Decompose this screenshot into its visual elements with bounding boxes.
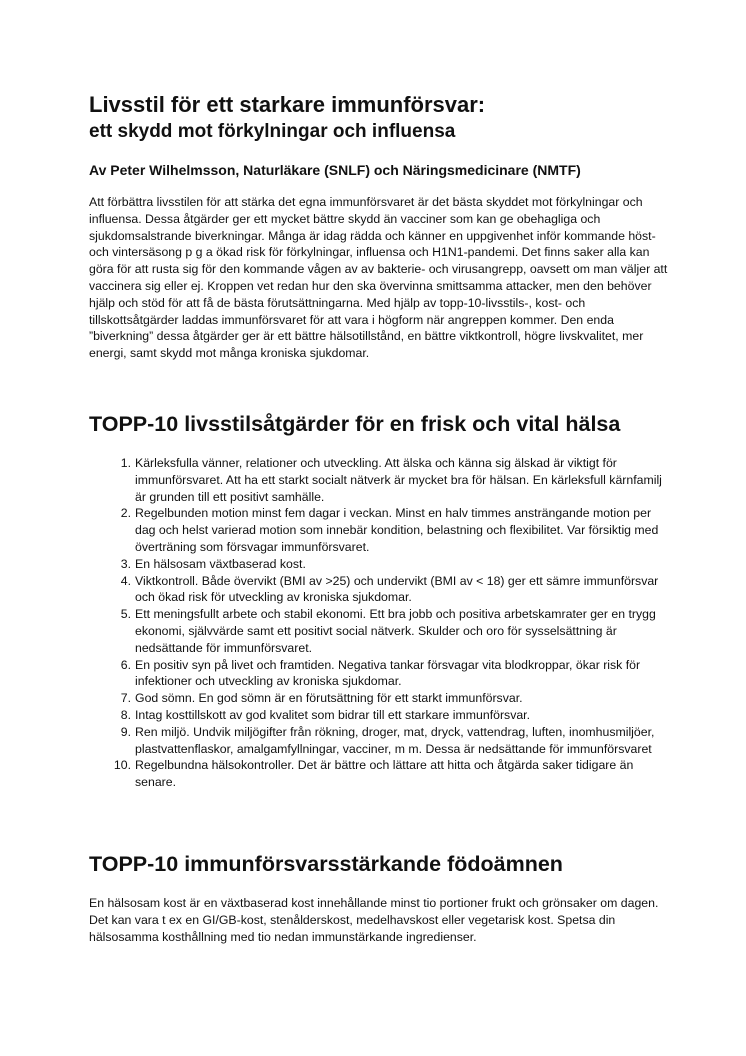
list-item — [89, 757, 669, 791]
list-item-text: Ett meningsfullt arbete och stabil ekonomi. Ett bra jobb och positiva arbetskamrater ger en trygg ekonomi, självvärde samt ett positivt social nätverk. Skulder och oro för sysselsättning är nedsättande för immunförsvaret. — [135, 607, 656, 655]
list-item-text: En positiv syn på livet och framtiden. Negativa tankar försvagar vita blodkroppar, ökar risk för infektioner och utveckling av kroniska sjukdomar. — [135, 657, 641, 689]
intro-paragraph: Att förbättra livsstilen för att stärka det egna immunförsvaret är det bästa skyddet mot förkylningar och influensa. Dessa åtgärder ger ett mycket bättre skydd än vacciner som kan ge obehagliga och sjukdomsalstrande biverkningar. Många är idag rädda och känner en uppgivenhet inför kommande höst- och vintersäsong p g a ökad risk för förkylningar, influensa och H1N1-pandemi. Det finns saker alla kan göra för att rusta sig för den kommande vågen av av bakterie- och virusangrepp, oavsett om man väljer att vaccinera sig eller ej. Kroppen vet redan hur den ska övervinna smittsamma attacker, men den behöver hjälp och stöd för att få de bästa förutsättningarna. Med hjälp av topp-10-livsstils-, kost- och tillskottsåtgärder laddas immunförsvaret för att vara i högform när angreppen kommer. Den enda ”biverkning” dessa åtgärder ger är ett bättre hälsotillstånd, en bättre viktkontroll, högre livskvalitet, mer energi, samt skydd mot många kroniska sjukdomar. — [89, 195, 668, 361]
foods-paragraph: En hälsosam kost är en växtbaserad kost innehållande minst tio portioner frukt och grönsaker om dagen. Det kan vara t ex en GI/GB-kost, stenålderskost, medelhavskost eller vegetarisk kost. Spetsa din hälsosamma kosthållning med tio nedan immunstärkande ingredienser. — [89, 896, 659, 944]
list-item-text: Regelbundna hälsokontroller. Det är bättre och lättare att hitta och åtgärda saker tidigare än senare. — [135, 758, 634, 790]
list-item — [89, 556, 669, 573]
list-item-number: 2. — [120, 506, 131, 521]
list-item-number: 1. — [120, 456, 131, 470]
list-item-number: 10. — [113, 758, 131, 773]
list-item-text: Kärleksfulla vänner, relationer och utveckling. Att älska och känna sig älskad är viktigt för immunförsvaret. Att ha ett starkt socialt nätverk är mycket bra för hälsan. En kärleksfull kärnfamilj är grunden till ett positivt samhälle. — [135, 456, 662, 504]
list-item-number: 5. — [120, 607, 131, 622]
lifestyle-list — [89, 455, 669, 791]
list-item-text: Viktkontroll. Både övervikt (BMI av >25) och undervikt (BMI av < 18) ger ett sämre immunförsvar och ökad risk för utveckling av kroniska sjukdomar. — [135, 573, 659, 605]
section-heading-lifestyle: TOPP-10 livsstilsåtgärder för en frisk och vital hälsa — [89, 412, 621, 436]
list-item — [89, 690, 669, 707]
list-item-number: 9. — [120, 724, 131, 739]
document-title: Livsstil för ett starkare immunförsvar: — [89, 92, 486, 117]
list-item-text: Regelbunden motion minst fem dagar i veckan. Minst en halv timmes ansträngande motion per dag och helst varierad motion som innebär kondition, belastning och flexibilitet. Var försiktig med överträning som försvagar immunförsvaret. — [135, 506, 659, 554]
list-item — [89, 707, 669, 724]
list-item-text: En hälsosam växtbaserad kost. — [135, 556, 306, 571]
list-item-number: 6. — [120, 657, 131, 672]
author-byline: Av Peter Wilhelmsson, Naturläkare (SNLF) och Näringsmedicinare (NMTF) — [89, 162, 581, 178]
list-item — [89, 657, 669, 691]
list-item — [89, 724, 669, 758]
list-item-number: 3. — [120, 556, 131, 571]
list-item-text: Intag kosttillskott av god kvalitet som bidrar till ett starkare immunförsvar. — [135, 707, 531, 722]
list-item — [89, 505, 669, 555]
list-item-text: God sömn. En god sömn är en förutsättning för ett starkt immunförsvar. — [135, 691, 523, 706]
document-subtitle: ett skydd mot förkylningar och influensa — [89, 121, 456, 142]
list-item — [89, 606, 669, 656]
list-item — [89, 455, 669, 505]
list-item — [89, 573, 669, 607]
list-item-number: 8. — [120, 707, 131, 722]
list-item-number: 7. — [120, 691, 131, 706]
list-item-text: Ren miljö. Undvik miljögifter från rökning, droger, mat, dryck, vattendrag, luften, inomhusmiljöer, plastvattenflaskor, amalgamfyllningar, vacciner, m m. Dessa är nedsättande för immunförsvaret — [135, 724, 655, 756]
section-heading-foods: TOPP-10 immunförsvarsstärkande födoämnen — [89, 852, 563, 876]
list-item-number: 4. — [120, 573, 131, 588]
